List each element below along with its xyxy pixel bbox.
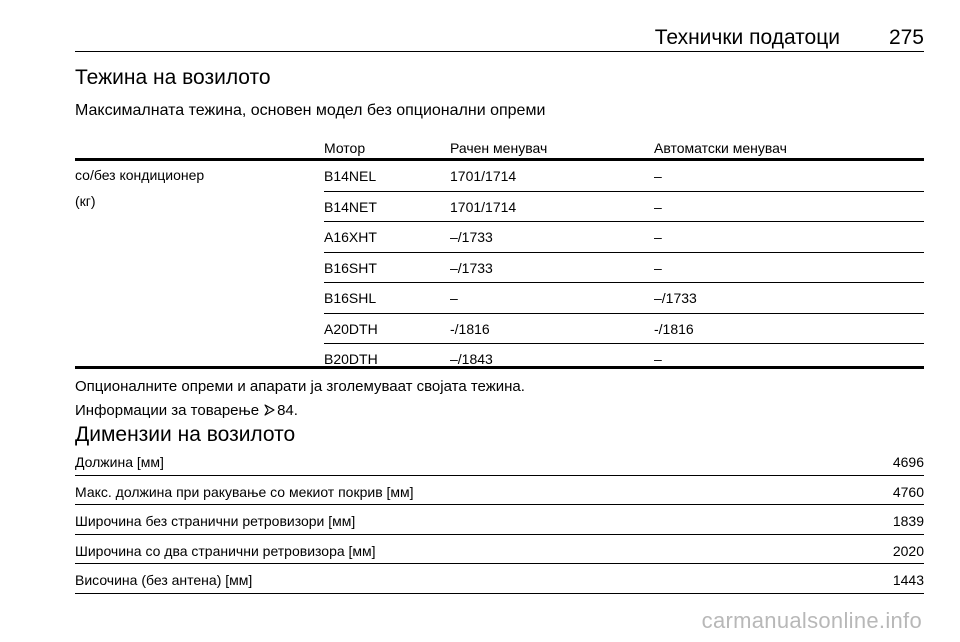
list-item — [75, 476, 924, 506]
table-row — [324, 222, 924, 253]
cell-automatic: – — [654, 259, 662, 276]
dimension-value: 1443 — [892, 572, 924, 588]
cell-manual: –/1733 — [450, 229, 493, 245]
table-row — [324, 314, 924, 345]
row-group-label: со/без кондиционер — [75, 167, 205, 183]
table-row — [324, 344, 924, 374]
dimension-value: 1839 — [892, 513, 924, 529]
table-bottom-rule — [75, 366, 924, 369]
dimensions-table — [75, 446, 924, 594]
dimension-value: 2020 — [892, 542, 924, 559]
column-header-automatic: Автоматски менувач — [654, 140, 787, 156]
cell-manual: 1701/1714 — [450, 198, 517, 215]
weights-subtitle: Максималната тежина, основен модел без опционални опреми — [75, 102, 546, 119]
table-row — [324, 253, 924, 284]
unit-label: (кг) — [75, 193, 96, 209]
weights-table-body — [324, 161, 924, 374]
cell-manual: –/1733 — [450, 259, 493, 276]
cell-manual: –/1843 — [450, 351, 493, 367]
cell-motor: B16SHL — [324, 290, 377, 306]
cell-manual: – — [450, 290, 458, 306]
header-divider — [75, 51, 924, 52]
cell-motor: A20DTH — [324, 320, 378, 337]
cell-automatic: –/1733 — [654, 290, 697, 306]
cell-automatic: – — [654, 229, 662, 245]
dimension-label: Широчина без странични ретровизори [мм] — [75, 513, 356, 529]
dimension-value: 4696 — [892, 454, 924, 470]
cross-reference — [75, 402, 298, 419]
cell-manual: -/1816 — [450, 320, 490, 337]
cell-automatic: – — [654, 168, 662, 184]
list-item — [75, 535, 924, 565]
dimension-label: Макс. должина при ракување со мекиот покрив [мм] — [75, 483, 414, 500]
page-number: 275 — [888, 26, 924, 49]
cell-manual: 1701/1714 — [450, 168, 517, 184]
dimensions-section-title: Димензии на возилото — [75, 423, 296, 446]
cell-motor: B14NET — [324, 198, 377, 215]
cell-motor: B20DTH — [324, 351, 378, 367]
table-row — [324, 192, 924, 223]
cell-automatic: – — [654, 198, 662, 215]
cross-reference-page[interactable]: 84. — [277, 402, 298, 419]
cell-automatic: – — [654, 351, 662, 367]
cross-reference-text: Информации за товарење — [75, 402, 260, 419]
dimension-label: Должина [мм] — [75, 454, 164, 470]
cell-motor: B14NEL — [324, 168, 377, 184]
dimension-label: Широчина со два странични ретровизора [мм] — [75, 542, 376, 559]
dimension-label: Височина (без антена) [мм] — [75, 572, 253, 588]
page-header-title: Технички податоци — [654, 26, 840, 49]
watermark: carmanualsonline.info — [701, 608, 922, 633]
arrow-right-icon — [263, 404, 275, 416]
cell-automatic: -/1816 — [654, 320, 694, 337]
list-item — [75, 505, 924, 535]
list-item — [75, 446, 924, 476]
dimension-value: 4760 — [892, 483, 924, 500]
column-header-motor: Мотор — [324, 140, 366, 156]
column-header-manual: Рачен менувач — [450, 140, 548, 156]
table-row — [324, 283, 924, 314]
weights-note: Опционалните опреми и апарати ја зголемуваат својата тежина. — [75, 378, 525, 395]
list-item — [75, 564, 924, 594]
cell-motor: B16SHT — [324, 259, 377, 276]
weights-section-title: Тежина на возилото — [75, 66, 271, 89]
table-row — [324, 161, 924, 192]
cell-motor: A16XHT — [324, 229, 377, 245]
